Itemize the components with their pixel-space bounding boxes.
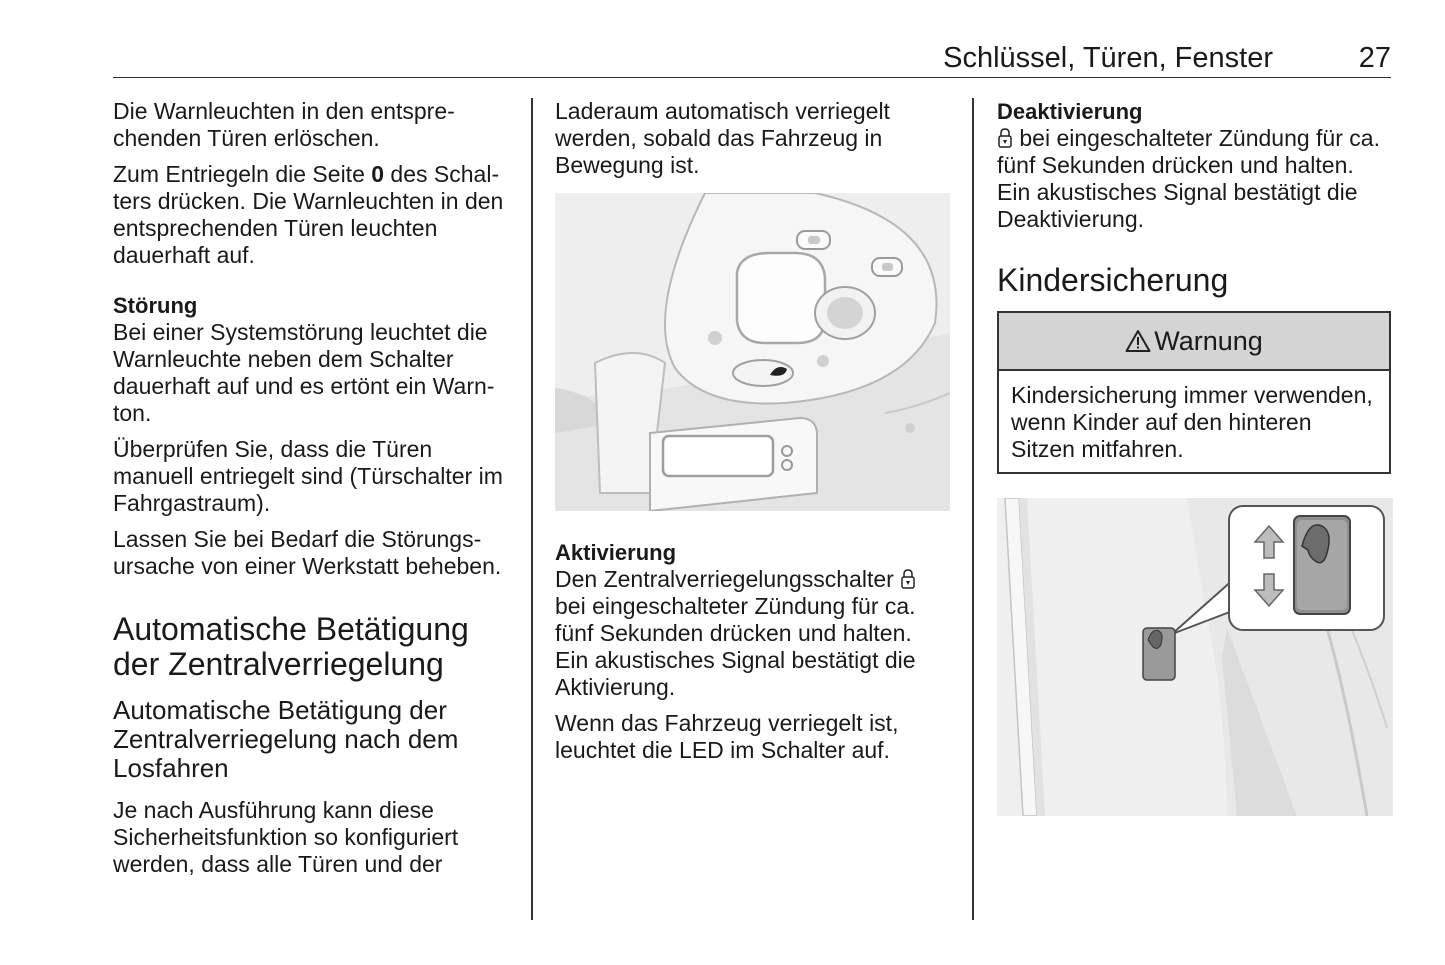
paragraph: Die Warnleuchten in den entsprechenden Türen erlöschen. <box>113 98 455 151</box>
column-divider <box>972 98 974 920</box>
paragraph: Wenn das Fahrzeug verriegelt ist, leuchtet die LED im Schalter auf. <box>555 710 899 763</box>
text-span: Zum Entriegeln die Seite <box>113 161 372 187</box>
paragraph <box>113 161 513 269</box>
subsection-title: Störung <box>113 293 198 318</box>
lock-icon <box>900 568 916 590</box>
page-header <box>113 40 1391 78</box>
switch-side-label: 0 <box>371 161 385 187</box>
child-lock-illustration <box>997 498 1393 816</box>
paragraph: Laderaum automatisch verriegelt werden, sobald das Fahrzeug in Bewegung ist. <box>555 98 890 178</box>
paragraph <box>997 125 1392 233</box>
paragraph: Bei einer Systemstörung leuchtet die Warnleuchte neben dem Schalter dauerhaft auf und es ertönt ein Warnton. <box>113 319 495 426</box>
paragraph <box>555 566 950 701</box>
column-1 <box>113 98 513 887</box>
column-3 <box>997 98 1392 816</box>
column-2 <box>555 98 950 773</box>
warning-title: Warnung <box>1154 325 1263 356</box>
warning-box <box>997 311 1391 474</box>
section-heading: Kindersicherung <box>997 262 1229 298</box>
paragraph: Überprüfen Sie, dass die Türen manuell entriegelt sind (Türschalter im Fahrgastraum). <box>113 436 503 516</box>
warning-triangle-icon <box>1125 329 1151 353</box>
roof-console-illustration <box>555 193 950 511</box>
text-span: bei eingeschalteter Zündung für ca. fünf Sekunden drücken und halten. Ein akustisches Signal bestätigt die Deaktivierung. <box>997 125 1380 232</box>
subsection-title: Aktivierung <box>555 540 677 565</box>
paragraph: Lassen Sie bei Bedarf die Störungsursache von einer Werkstatt beheben. <box>113 526 502 579</box>
text-span: des Schalters drücken. Die Warnleuchten in den entsprechenden Türen leuchten dauerhaft auf. <box>113 161 504 268</box>
subsection-title: Deaktivierung <box>997 99 1143 124</box>
column-divider <box>531 98 533 920</box>
page-number: 27 <box>1358 42 1391 74</box>
warning-header <box>999 313 1389 371</box>
spacer <box>113 278 513 292</box>
section-heading: Automatische Betätigung der Zentralverriegelung <box>113 611 469 682</box>
text-span: bei eingeschalteter Zündung für ca. fünf Sekunden drücken und halten. Ein akustisches Signal bestätigt die Aktivierung. <box>555 593 916 700</box>
paragraph: Je nach Ausführung kann diese Sicherheitsfunktion so konfiguriert werden, dass alle Türen und der <box>113 797 459 877</box>
lock-icon <box>997 127 1013 149</box>
text-span: Den Zentralverriegelungsschalter <box>555 566 901 592</box>
warning-text: Kindersicherung immer verwenden, wenn Kinder auf den hinteren Sitzen mitfahren. <box>1011 382 1373 462</box>
subsection-heading: Automatische Betätigung der Zentralverriegelung nach dem Losfahren <box>113 695 459 783</box>
section-title: Schlüssel, Türen, Fenster <box>943 42 1273 74</box>
